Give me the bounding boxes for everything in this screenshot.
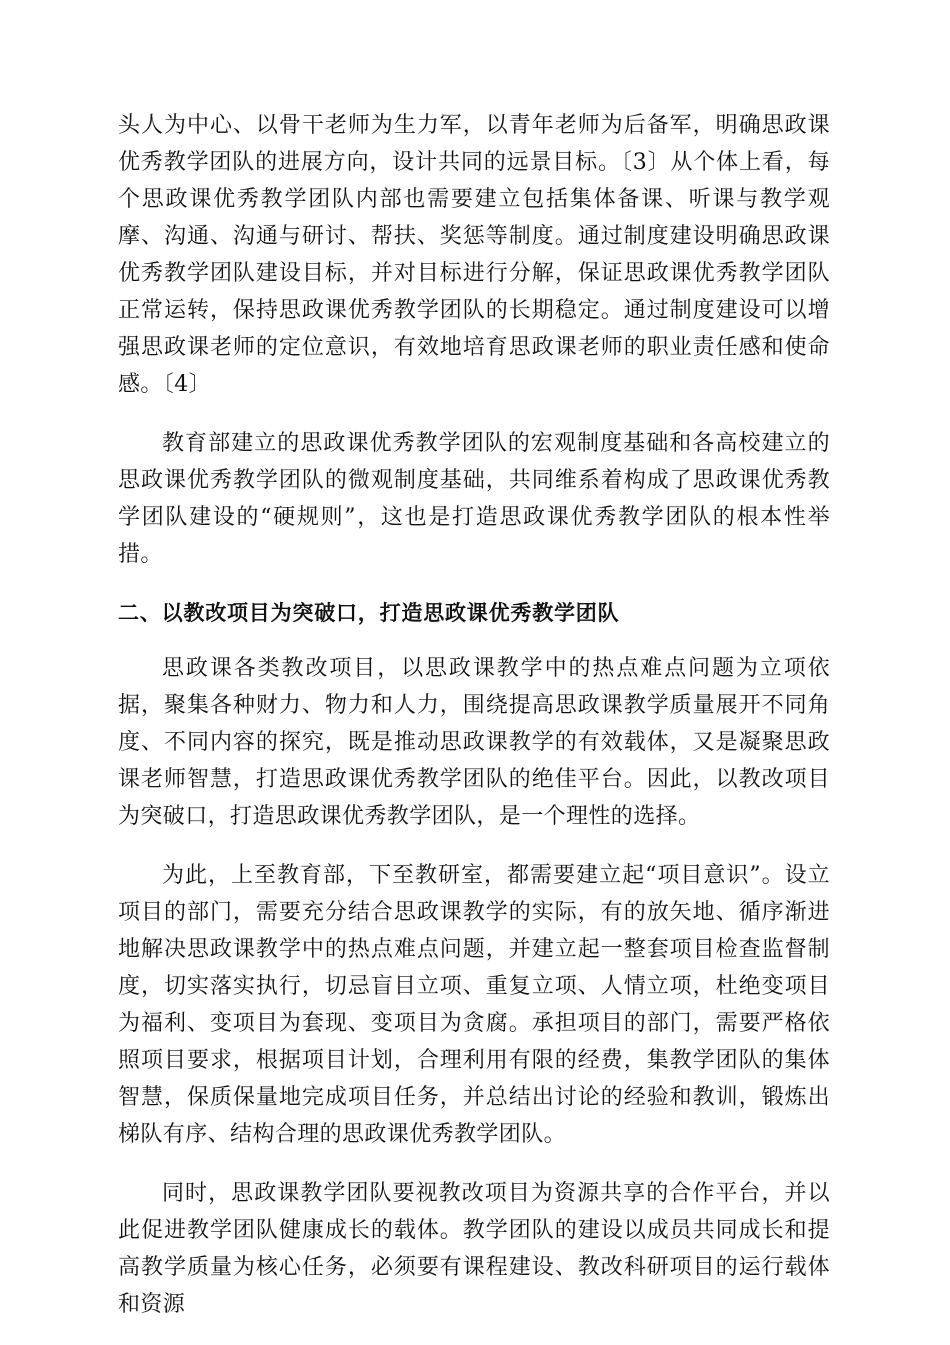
document-page [118,107,830,1345]
paragraph-project-awareness: 为此，上至教育部，下至教研室，都需要建立起“项目意识”。设立项目的部门，需要充分结合思政课教学的实际，有的放矢地、循序渐进地解决思政课教学中的热点难点问题，并建立起一整套项目检查监督制度，切实落实执行，切忌盲目立项、重复立项、人情立项，杜绝变项目为福利、变项目为套现、变项目为贪腐。承担项目的部门，需要严格依照项目要求，根据项目计划，合理利用有限的经费，集教学团队的集体智慧，保质保量地完成项目任务，并总结出讨论的经验和教训，锻炼出梯队有序、结构合理的思政课优秀教学团队。 [118,863,830,1147]
paragraph-continuation: 头人为中心、以骨干老师为生力军，以青年老师为后备军，明确思政课优秀教学团队的进展方向，设计共同的远景目标。〔3〕从个体上看，每个思政课优秀教学团队内部也需要建立包括集体备课、听课与教学观摩、沟通、沟通与研讨、帮扶、奖惩等制度。通过制度建设明确思政课优秀教学团队建设目标，并对目标进行分解，保证思政课优秀教学团队正常运转，保持思政课优秀教学团队的长期稳定。通过制度建设可以增强思政课老师的定位意识，有效地培育思政课老师的职业责任感和使命感。〔4〕 [118,113,830,397]
section-heading: 二、以教改项目为突破口，打造思政课优秀教学团队 [118,601,620,625]
paragraph-resource-sharing: 同时，思政课教学团队要视教改项目为资源共享的合作平台，并以此促进教学团队健康成长的载体。教学团队的建设以成员共同成长和提高教学质量为核心任务，必须要有课程建设、教改科研项目的运行载体和资源 [118,1181,830,1317]
paragraph-institutional-basis: 教育部建立的思政课优秀教学团队的宏观制度基础和各高校建立的思政课优秀教学团队的微观制度基础，共同维系着构成了思政课优秀教学团队建设的“硬规则”，这也是打造思政课优秀教学团队的根本性举措。 [118,431,830,567]
paragraph-reform-projects: 思政课各类教改项目，以思政课教学中的热点难点问题为立项依据，聚集各种财力、物力和人力，围绕提高思政课教学质量展开不同角度、不同内容的探究，既是推动思政课教学的有效载体，又是凝聚思政课老师智慧，打造思政课优秀教学团队的绝佳平台。因此，以教改项目为突破口，打造思政课优秀教学团队，是一个理性的选择。 [118,656,830,829]
